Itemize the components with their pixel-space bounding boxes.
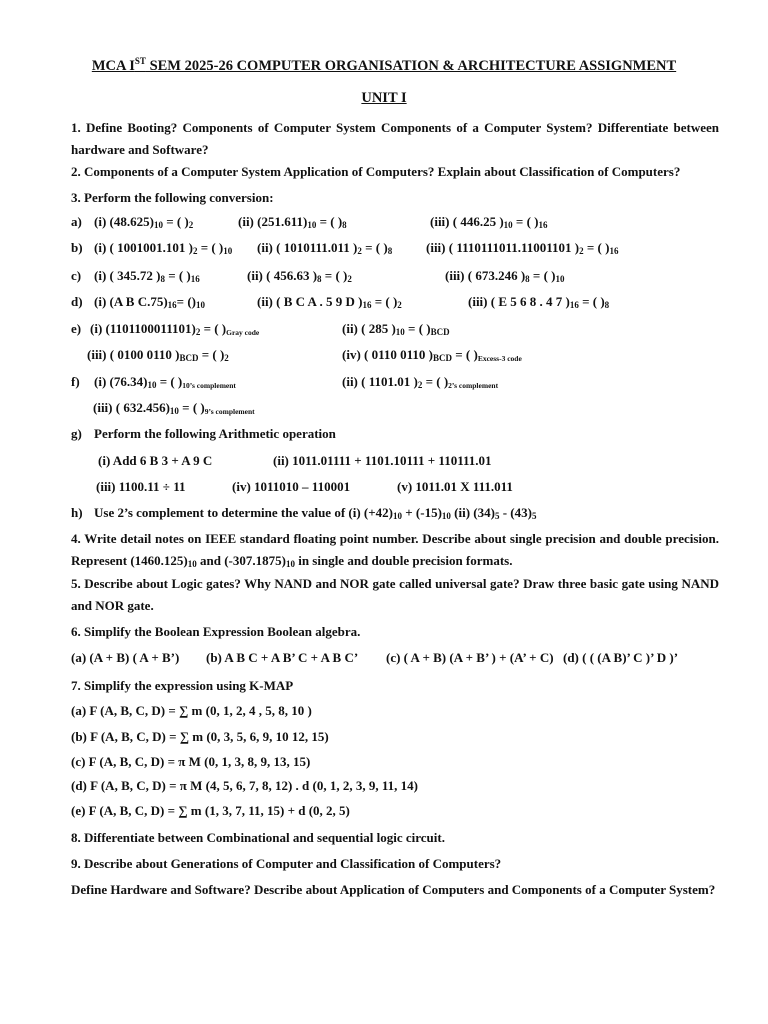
q3-d-ii: (ii) ( B C A . 5 9 D )$_{16}$ = ( )$_2$ [257, 294, 402, 310]
q3-b-iii: (iii) ( 1110111011.11001101 )$_2$ = ( )$_{16}$ [426, 240, 619, 256]
q3-e-iv: (iv) ( 0110 0110 )$_{BCD}$ = ( )$_{Excess-3 code}$ [342, 347, 522, 363]
q6-a: (a) (A + B) ( A + B’) [71, 650, 180, 665]
q3-h-label: h) [71, 505, 83, 520]
question-1: 1. Define Booting? Components of Computer System Components of a Computer System? Differentiate between hardware and Software? [71, 120, 719, 157]
q3-c-i: (i) ( 345.72 )$_8$ = ( )$_{16}$ [94, 268, 200, 284]
title-text-rest: SEM 2025-26 COMPUTER ORGANISATION & ARCHITECTURE ASSIGNMENT [145, 58, 677, 74]
unit-heading: UNIT I [361, 90, 407, 106]
q3-b-i: (i) ( 1001001.101 )$_2$ = ( )$_{10}$ [94, 240, 233, 256]
q3-g-heading: Perform the following Arithmetic operation [94, 426, 336, 441]
q3-e-i: (i) $(1101100011101)_2$ = ( )$_{Gray code}$ [90, 321, 260, 337]
q3-g-i: (i) Add 6 B 3 + A 9 C [98, 453, 213, 468]
q3-d-i: (i) (A B $C.75)_{16}= ()_{10}$ [94, 294, 205, 310]
q3-e-ii: (ii) ( 285 )$_{10}$ = ( )$_{BCD}$ [342, 321, 450, 337]
q3-d-iii: (iii) ( E 5 6 8 . 4 7 )$_{16}$ = ( )$_8$ [468, 294, 610, 310]
q3-f-ii: (ii) ( 1101.01 )$_2$ = ( )$_{2’s complement}$ [342, 374, 499, 390]
title-text: MCA I [91, 58, 135, 74]
q6-d: (d) ( ( (A B)’ C )’ D )’ [563, 650, 679, 665]
q7-b: (b) F (A, B, C, D) = ∑ m (0, 3, 5, 6, 9, 10 12, 15) [71, 729, 329, 744]
q3-d-label: d) [71, 294, 83, 309]
q3-c-ii: (ii) ( 456.63 )$_8$ = ( )$_2$ [247, 268, 352, 284]
q3-g-iii: (iii) 1100.11 ÷ 11 [96, 479, 186, 494]
q3-b-label: b) [71, 240, 83, 255]
page-title [0, 58, 768, 75]
q7-e: (e) F (A, B, C, D) = ∑ m (1, 3, 7, 11, 15) + d (0, 2, 5) [71, 803, 350, 818]
question-2: 2. Components of a Computer System Application of Computers? Explain about Classification of Computers? [71, 164, 681, 179]
question-7-heading: 7. Simplify the expression using K-MAP [71, 678, 294, 693]
q3-a-ii: (ii) $(251.611)_{10}$ = ( )$_8$ [238, 214, 347, 230]
q6-b: (b) A B C + A B’ C + A B C’ [206, 650, 359, 665]
q3-g-v: (v) 1011.01 X 111.011 [397, 479, 513, 494]
q3-a-iii: (iii) ( 446.25 )$_{10}$ = ( )$_{16}$ [430, 214, 548, 230]
question-6-heading: 6. Simplify the Boolean Expression Boolean algebra. [71, 624, 361, 639]
q3-f-label: f) [71, 374, 80, 389]
title-superscript: ST [134, 56, 146, 66]
q7-d: (d) F (A, B, C, D) = π M (4, 5, 6, 7, 8, 12) . d (0, 1, 2, 3, 9, 11, 14) [71, 778, 418, 793]
q3-f-iii: (iii) ( $632.456)_{10}$ = ( )$_{9’s complement}$ [93, 400, 255, 416]
question-9: 9. Describe about Generations of Computer and Classification of Computers? [71, 856, 502, 871]
q3-c-iii: (iii) ( 673.246 )$_8$ = ( )$_{10}$ [445, 268, 565, 284]
q3-f-i: (i) $(76.34)_{10}$ = ( )$_{10’s complement}$ [94, 374, 236, 390]
q7-a: (a) F (A, B, C, D) = ∑ m (0, 1, 2, 4 , 5, 8, 10 ) [71, 703, 312, 718]
q3-g-label: g) [71, 426, 82, 441]
q3-g-ii: (ii) 1011.01111 + 1101.10111 + 110111.01 [273, 453, 492, 468]
question-10: Define Hardware and Software? Describe about Application of Computers and Components of a Computer System? [71, 882, 716, 897]
question-5: 5. Describe about Logic gates? Why NAND and NOR gate called universal gate? Draw three basic gate using NAND and NOR gate. [71, 576, 719, 613]
q3-g-iv: (iv) 1011010 – 110001 [232, 479, 351, 494]
q3-a-i: (i) $(48.625)_{10}$ = ( )$_2$ [94, 214, 194, 230]
question-8: 8. Differentiate between Combinational and sequential logic circuit. [71, 830, 445, 845]
q3-c-label: c) [71, 268, 82, 283]
q3-e-iii: (iii) ( 0100 0110 )$_{BCD}$ = ( )$_2$ [87, 347, 229, 363]
question-3-heading: 3. Perform the following conversion: [71, 190, 274, 205]
q3-e-label: e) [71, 321, 82, 336]
q3-a-label: a) [71, 214, 82, 229]
q3-h-text: Use 2’s complement to determine the value of (i) $(+42)_{10} + (-15)_{10}$ (ii) $(34)_5 - (43)_5$ [94, 505, 537, 521]
q7-c: (c) F (A, B, C, D) = π M (0, 1, 3, 8, 9, 13, 15) [71, 754, 311, 769]
q3-b-ii: (ii) ( 1010111.011 )$_2$ = ( )$_8$ [257, 240, 393, 256]
q6-c: (c) ( A + B) (A + B’ ) + (A’ + C) [386, 650, 554, 665]
question-4: 4. Write detail notes on IEEE standard floating point number. Describe about single precision and double precision. Represent $(1460.125)_{10}$ and $(-307.1875)_{10}$ in single and double precision formats. [71, 531, 719, 569]
